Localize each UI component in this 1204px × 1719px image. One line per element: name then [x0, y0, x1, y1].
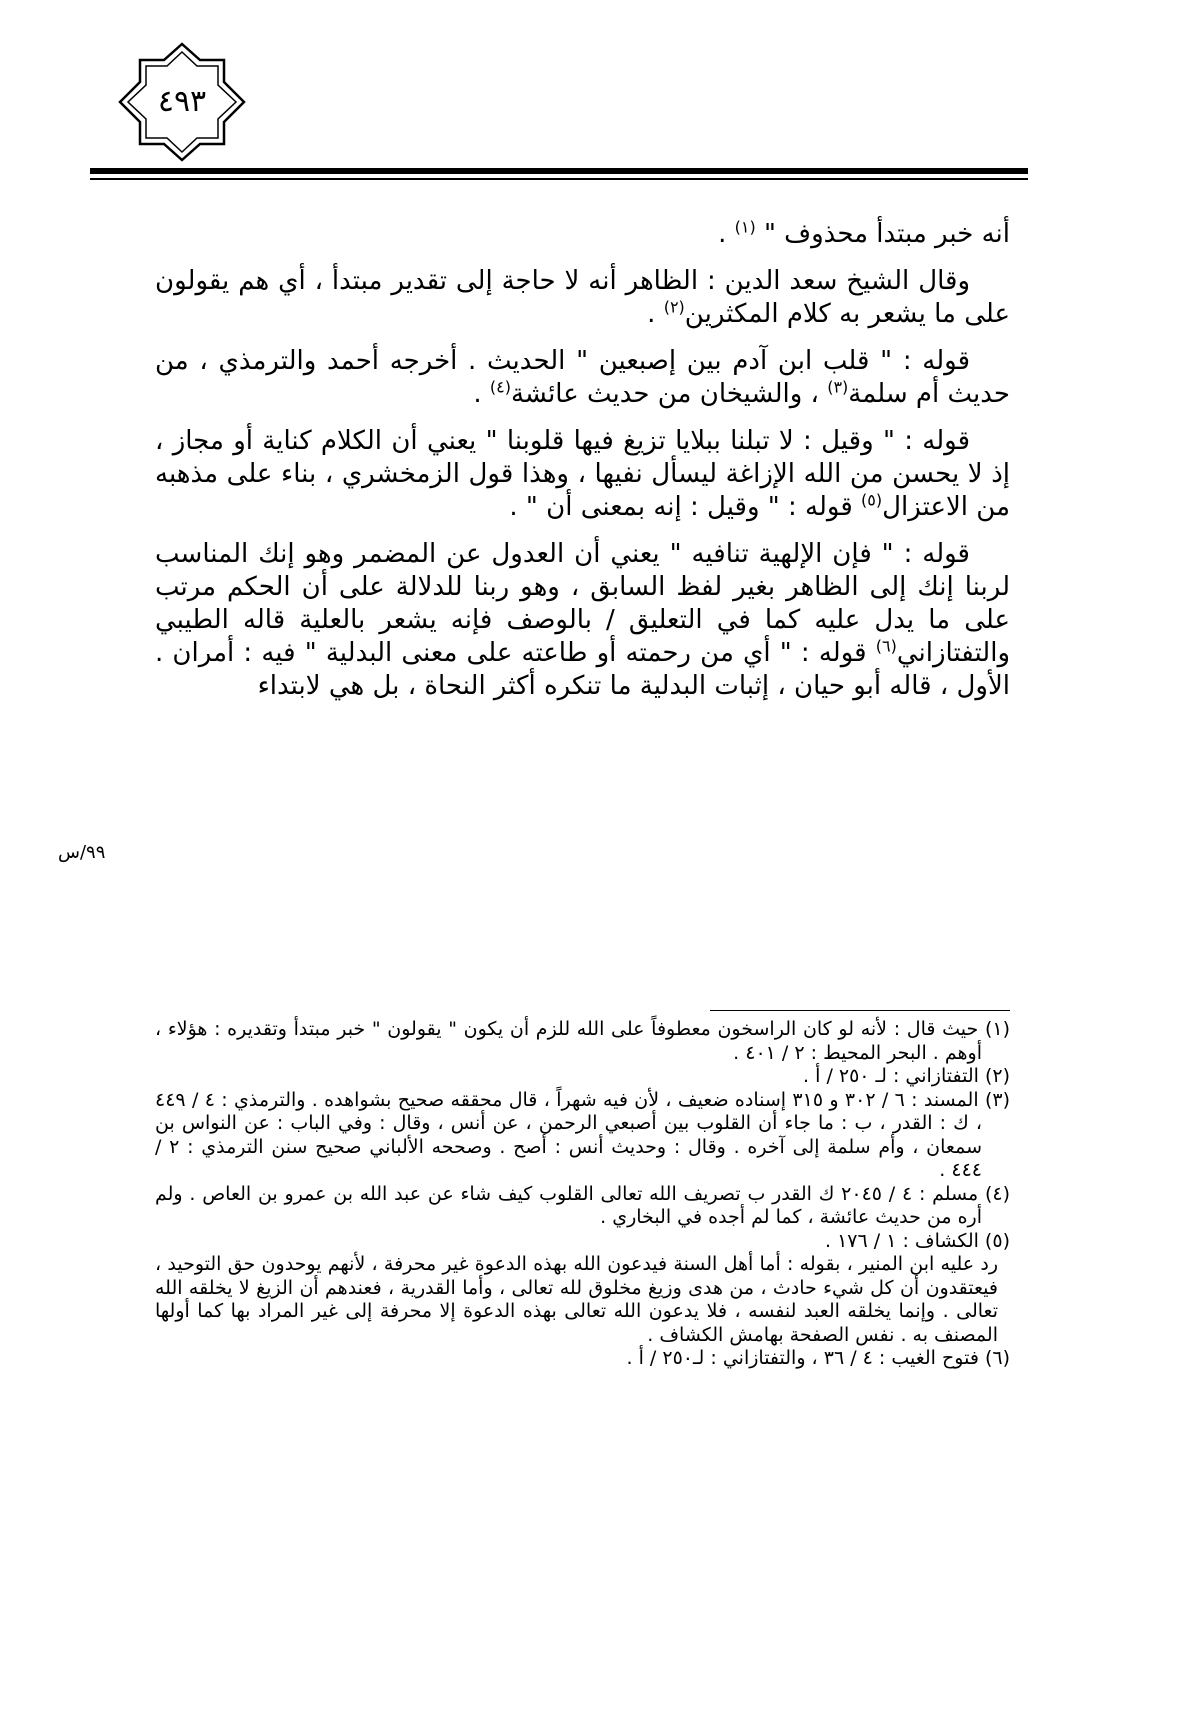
- header-rule-thick: [90, 168, 1028, 174]
- footnote-ref[interactable]: (٣): [827, 377, 849, 397]
- paragraph-5: قوله : " فإن الإلهية تنافيه " يعني أن العدول عن المضمر وهو إنك المناسب لربنا إنك إلى الظاهر بغير لفظ السابق ، وهو ربنا للدلالة على أن الحكم مرتب على ما يدل عليه كما في التعليق / بالوصف فإنه يشعر بالعلية قاله الطيبي والتفتازاني$^{(٦)}$ قوله : " أي من رحمته أو طاعته على معنى البدلية " فيه : أمران . الأول ، قاله أبو حيان ، إثبات البدلية ما تنكره أكثر النحاة ، بل هي لابتداء: [155, 539, 1010, 701]
- footnote-4: (٤) مسلم : ٤ / ٢٠٤٥ ك القدر ب تصريف الله تعالى القلوب كيف شاء عن عبد الله بن عمرو بن العاص . ولم أره من حديث عائشة ، كما لم أجده في البخاري .: [155, 1182, 1011, 1228]
- page-number-badge: [114, 40, 250, 164]
- manuscript-folio-note: ٩٩/س: [58, 842, 106, 863]
- header-rule-thin: [90, 178, 1028, 180]
- footnote-6: (٦) فتوح الغيب : ٤ / ٣٦ ، والتفتازاني : لـ٢٥٠ / أ .: [626, 1347, 1010, 1369]
- footnote-2: (٢) التفتازاني : لـ ٢٥٠ / أ .: [803, 1065, 1010, 1087]
- footnote-ref[interactable]: (١): [734, 217, 756, 237]
- paragraph-4: قوله : " وقيل : لا تبلنا ببلايا تزيغ فيها قلوبنا " يعني أن الكلام كناية أو مجاز ، إذ لا يحسن من الله الإزاغة ليسأل نفيها ، وهذا قول الزمخشري ، بناء على مذهبه من الاعتزال$^{(٥)}$ قوله : " وقيل : إنه بمعنى أن " .: [155, 426, 1010, 522]
- footnote-1: (١) حيث قال : لأنه لو كان الراسخون معطوفاً على الله للزم أن يكون " يقولون " خبر مبتدأ وتقديره : هؤلاء ، أوهم . البحر المحيط : ٢ / ٤٠١ .: [155, 1018, 1010, 1064]
- footnote-5-continuation: رد عليه ابن المنير ، بقوله : أما أهل السنة فيدعون الله بهذه الدعوة غير محرفة ، لأنهم يوحدون حق التوحيد ، فيعتقدون أن كل شيء حادث ، من هدى وزيغ مخلوق لله تعالى ، وأما القدرية ، فعندهم أن الزيغ لا يخلقه الله تعالى . وإنما يخلقه العبد لنفسه ، فلا يدعون الله تعالى بهذه الدعوة إلا محرفة إلى غير المراد بها كما أولها المصنف به . نفس الصفحة بهامش الكشاف .: [155, 1253, 998, 1346]
- footnote-ref[interactable]: (٥): [861, 490, 883, 510]
- footnote-separator: [710, 1010, 1010, 1011]
- paragraph-1: أنه خبر مبتدأ محذوف " $^{(١)}$ .: [718, 217, 1010, 249]
- footnote-ref[interactable]: (٢): [663, 297, 685, 317]
- footnote-ref[interactable]: (٤): [489, 377, 511, 397]
- paragraph-3: قوله : " قلب ابن آدم بين إصبعين " الحديث . أخرجه أحمد والترمذي ، من حديث أم سلمة$^{(٣)}$ ، والشيخان من حديث عائشة$^{(٤)}$ .: [155, 346, 1010, 409]
- page-number: ٤٩٣: [157, 84, 207, 119]
- footnote-5: (٥) الكشاف : ١ / ١٧٦ .: [825, 1229, 1010, 1252]
- footnote-3: (٣) المسند : ٦ / ٣٠٢ و ٣١٥ إسناده ضعيف ، لأن فيه شهراً ، قال محققه صحيح بشواهده . والترمذي : ٤ / ٤٤٩ ، ك : القدر ، ب : ما جاء أن القلوب بين أصبعي الرحمن ، عن أنس ، وقال : وفي الباب : عن النواس بن سمعان ، وأم سلمة إلى آخره . وقال : وحديث أنس : أصح . وصححه الألباني صحيح سنن الترمذي : ٢ / ٤٤٤ .: [155, 1088, 1010, 1181]
- paragraph-2: وقال الشيخ سعد الدين : الظاهر أنه لا حاجة إلى تقدير مبتدأ ، أي هم يقولون على ما يشعر به كلام المكثرين$^{(٢)}$ .: [155, 266, 1010, 329]
- footnotes: [155, 1018, 1010, 1371]
- footnote-ref[interactable]: (٦): [875, 636, 897, 656]
- main-text: [155, 218, 1010, 717]
